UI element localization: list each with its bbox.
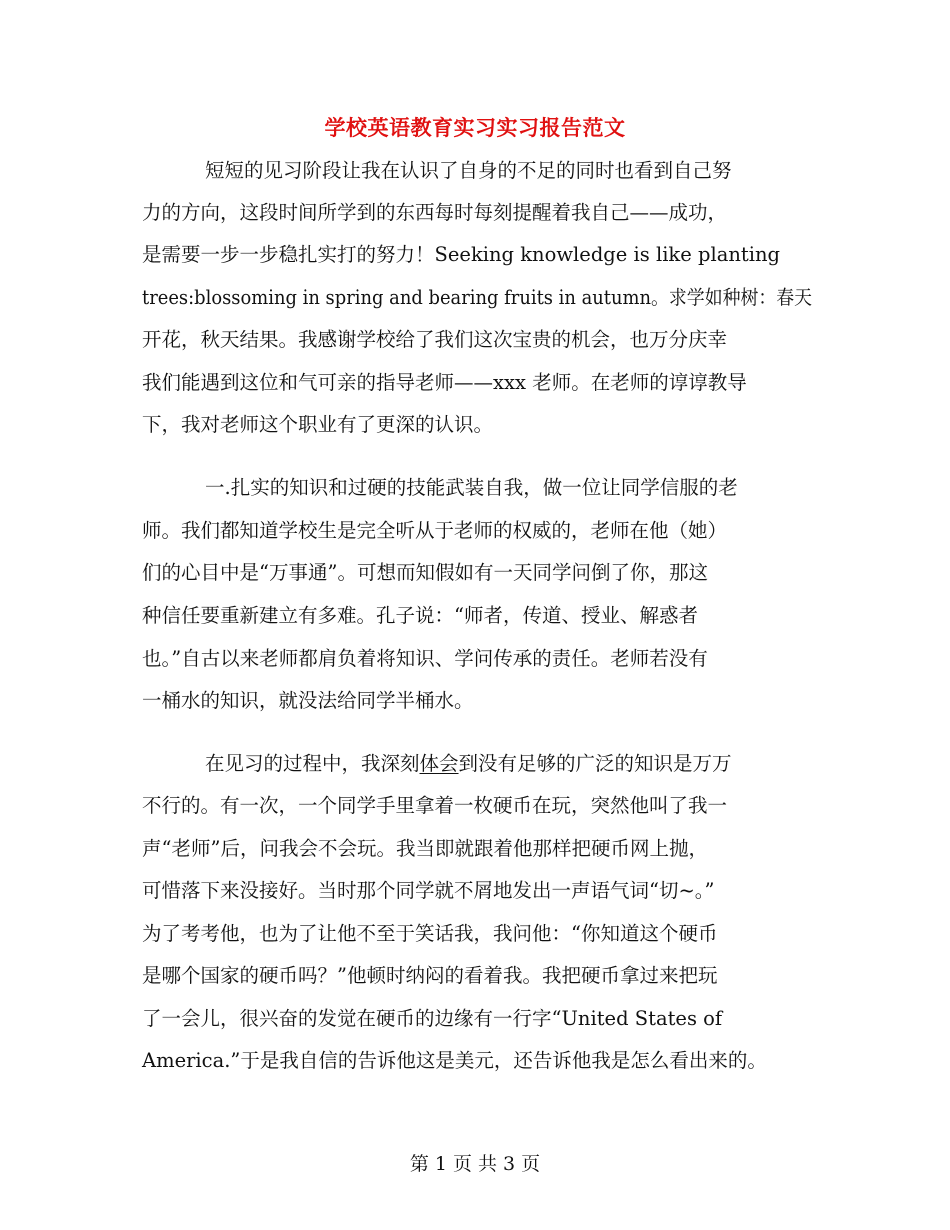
paragraph-3-line-8: America.”于是我自信的告诉他这是美元，还告诉他我是怎么看出来的。 (142, 1049, 767, 1072)
page-footer: 第 1 页 共 3 页 (409, 1153, 541, 1175)
paragraph-3-line-7: 了一会儿，很兴奋的发觉在硬币的边缘有一行字“United States of (142, 1007, 723, 1030)
paragraph-2-line-3: 们的心目中是“万事通”。可想而知假如有一天同学问倒了你，那这 (142, 561, 708, 584)
paragraph-2-line-1: 一.扎实的知识和过硬的技能武装自我，做一位让同学信服的老 (205, 476, 738, 499)
paragraph-1-line-6: 我们能遇到这位和气可亲的指导老师——xxx 老师。在老师的谆谆教导 (142, 371, 747, 394)
paragraph-1-line-4: trees:blossoming in spring and bearing fruits in autumn。求学如种树：春天 (142, 286, 813, 309)
paragraph-1-line-1: 短短的见习阶段让我在认识了自身的不足的同时也看到自己努 (205, 159, 732, 182)
document-title: 学校英语教育实习实习报告范文 (324, 115, 626, 140)
paragraph-3-line-5: 为了考考他，也为了让他不至于笑话我，我问他：“你知道这个硬币 (142, 922, 718, 945)
paragraph-1-line-2: 力的方向，这段时间所学到的东西每时每刻提醒着我自己——成功， (142, 201, 728, 224)
paragraph-1-line-5: 开花，秋天结果。我感谢学校给了我们这次宝贵的机会，也万分庆幸 (142, 328, 728, 351)
paragraph-2-line-2: 师。我们都知道学校生是完全听从于老师的权威的，老师在他（她） (142, 519, 728, 542)
paragraph-3-line-6: 是哪个国家的硬币吗？”他顿时纳闷的看着我。我把硬币拿过来把玩 (142, 964, 718, 987)
paragraph-2-line-6: 一桶水的知识，就没法给同学半桶水。 (142, 689, 474, 712)
paragraph-2-line-4: 种信任要重新建立有多难。孔子说：“师者，传道、授业、解惑者 (142, 604, 698, 627)
paragraph-3-line-3: 声“老师”后，问我会不会玩。我当即就跟着他那样把硬币网上抛， (142, 837, 708, 860)
paragraph-3-text-before-link: 在见习的过程中，我深刻 (205, 752, 420, 775)
tiyan-link[interactable]: 体会 (419, 752, 459, 775)
paragraph-3-text-after-link: 到没有足够的广泛的知识是万万 (458, 752, 732, 775)
paragraph-2-line-5: 也。”自古以来老师都肩负着将知识、学问传承的责任。老师若没有 (142, 647, 708, 670)
paragraph-3-line-2: 不行的。有一次，一个同学手里拿着一枚硬币在玩，突然他叫了我一 (142, 794, 728, 817)
paragraph-3-line-1 (205, 750, 732, 778)
paragraph-1-line-7: 下，我对老师这个职业有了更深的认识。 (142, 413, 494, 436)
paragraph-3-line-4: 可惜落下来没接好。当时那个同学就不屑地发出一声语气词“切~。” (142, 879, 715, 902)
paragraph-1-line-3: 是需要一步一步稳扎实打的努力！Seeking knowledge is like planting (142, 243, 781, 266)
